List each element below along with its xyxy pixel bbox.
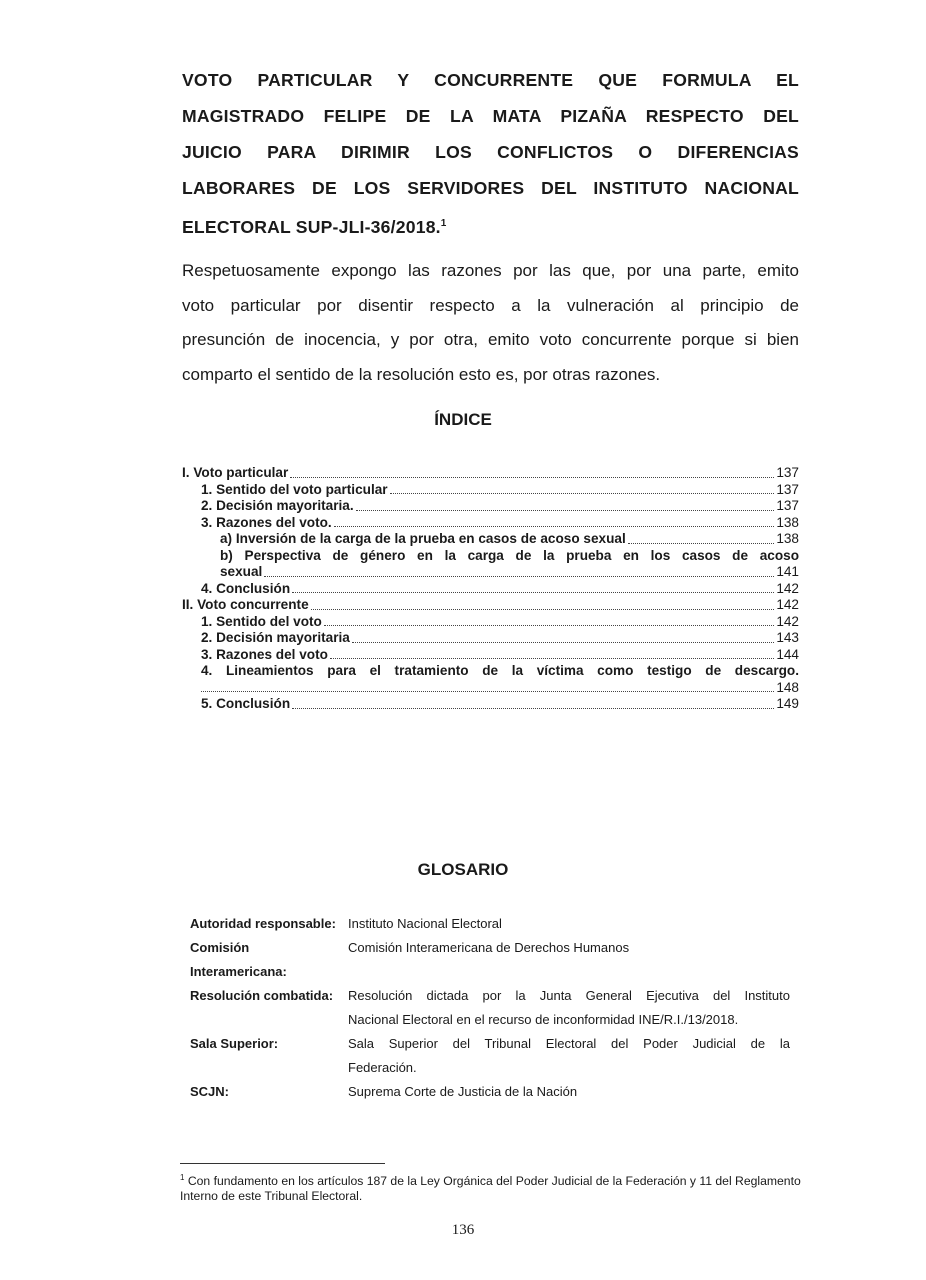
toc-entry[interactable] [182, 482, 799, 499]
glossary-term: Comisión Interamericana: [190, 940, 287, 979]
toc-leader [292, 708, 774, 709]
toc-entry-page: 137 [776, 498, 799, 513]
toc-entry-label: a) Inversión de la carga de la prueba en casos de acoso sexual [220, 531, 626, 546]
heading-line-text: ELECTORAL SUP-JLI-36/2018. [182, 216, 441, 237]
toc-leader [330, 658, 774, 659]
intro-line: voto particular por disentir respecto a la vulneración al principio de [182, 295, 799, 315]
heading-line: JUICIO PARA DIRIMIR LOS CONFLICTOS O DIFERENCIAS [182, 142, 799, 162]
heading-line: LABORARES DE LOS SERVIDORES DEL INSTITUTO NACIONAL [182, 178, 799, 198]
glossary-definition-line: Federación. [348, 1060, 417, 1075]
toc-entry-label: sexual [220, 564, 263, 579]
heading-line: MAGISTRADO FELIPE DE LA MATA PIZAÑA RESPECTO DEL [182, 106, 799, 126]
toc-entry[interactable] [182, 498, 799, 515]
toc-entry-page: 141 [776, 564, 799, 579]
toc-entry-page: 144 [776, 646, 799, 662]
toc-leader [290, 477, 774, 478]
toc-entry[interactable] [182, 663, 799, 696]
glossary-definition [348, 1080, 790, 1104]
toc-entry-label: 1. Sentido del voto [201, 613, 322, 629]
footnote [180, 1170, 802, 1204]
glossary-definition-line: Nacional Electoral en el recurso de inconformidad INE/R.I./13/2018. [348, 1012, 739, 1027]
heading-line [182, 206, 799, 245]
glossary-row [190, 912, 790, 936]
footnote-separator [180, 1163, 385, 1164]
toc-entry-page: 143 [776, 630, 799, 645]
toc-entry-page: 137 [776, 465, 799, 480]
toc-entry-label: 2. Decisión mayoritaria. [201, 498, 354, 513]
intro-line: Respetuosamente expongo las razones por las que, por una parte, emito [182, 261, 799, 280]
glossary-row [190, 936, 790, 984]
intro-line: comparto el sentido de la resolución esto es, por otras razones. [182, 364, 661, 384]
glossary-definition-line: Instituto Nacional Electoral [348, 916, 502, 931]
footnote-mark: 1 [180, 1173, 185, 1182]
glossary-definition [348, 936, 790, 984]
toc-leader [390, 493, 775, 494]
glossary-term: Autoridad responsable: [190, 916, 336, 931]
intro-paragraph [182, 254, 799, 392]
toc-entry-page: 138 [776, 514, 799, 530]
toc-entry[interactable] [182, 515, 799, 532]
toc-entry-label: 5. Conclusión [201, 696, 291, 711]
toc-entry-label: 1. Sentido del voto particular [201, 481, 388, 497]
glossary-term: Sala Superior: [190, 1036, 279, 1051]
glossary-row [190, 1080, 790, 1104]
toc-leader [628, 543, 775, 544]
toc-entry-label: I. Voto particular [182, 465, 289, 480]
toc-entry-page: 148 [776, 679, 799, 695]
toc-entry[interactable] [182, 614, 799, 631]
glossary-term: Resolución combatida: [190, 988, 334, 1003]
toc-entry-continuation [201, 680, 799, 697]
toc-entry-continuation [220, 564, 799, 581]
toc-entry[interactable] [182, 647, 799, 664]
footnote-text: Con fundamento en los artículos 187 de la Ley Orgánica del Poder Judicial de la Federación y 11 del Reglamento Interno de este Tribunal Electoral. [180, 1174, 801, 1204]
toc-entry-label: b) Perspectiva de género en la carga de la prueba en los casos de acoso [220, 547, 799, 563]
toc-leader [356, 510, 775, 511]
toc-entry-label: 3. Razones del voto [201, 646, 328, 662]
toc-entry-label: 3. Razones del voto. [201, 514, 332, 530]
toc-entry[interactable] [182, 581, 799, 598]
toc-entry-label: 4. Conclusión [201, 580, 291, 596]
toc-leader [292, 592, 774, 593]
toc-entry-page: 149 [776, 696, 799, 711]
toc-entry-page: 142 [776, 613, 799, 629]
glossary-definition-line: Sala Superior del Tribunal Electoral del Poder Judicial de la [348, 1036, 790, 1051]
toc-entry-label: 4. Lineamientos para el tratamiento de la víctima como testigo de descargo. [201, 663, 799, 678]
toc-leader [352, 642, 774, 643]
document-heading [182, 62, 799, 245]
footnote-reference[interactable]: 1 [440, 218, 447, 229]
toc-leader [201, 691, 774, 692]
toc-entry[interactable] [182, 630, 799, 647]
glossary-definition-line: Comisión Interamericana de Derechos Humanos [348, 940, 630, 955]
intro-line: presunción de inocencia, y por otra, emito voto concurrente porque si bien [182, 330, 799, 349]
index-title: ÍNDICE [434, 410, 492, 429]
toc-entry[interactable] [182, 465, 799, 482]
toc-entry[interactable] [182, 597, 799, 614]
toc-entry-page: 142 [776, 597, 799, 612]
toc-entry[interactable] [182, 548, 799, 581]
table-of-contents [182, 465, 799, 713]
toc-entry-label: II. Voto concurrente [182, 597, 309, 612]
glossary-term: SCJN: [190, 1084, 230, 1099]
toc-leader [334, 526, 775, 527]
toc-entry-label: 2. Decisión mayoritaria [201, 630, 350, 645]
page-number: 136 [451, 1222, 475, 1238]
toc-entry[interactable] [182, 696, 799, 713]
glossary-definition-line: Suprema Corte de Justicia de la Nación [348, 1084, 578, 1099]
glossary-row [190, 984, 790, 1032]
toc-entry-page: 142 [776, 580, 799, 596]
toc-entry[interactable] [182, 531, 799, 548]
toc-leader [264, 576, 774, 577]
glossary-definition-line: Resolución dictada por la Junta General Ejecutiva del Instituto [348, 988, 790, 1003]
toc-entry-page: 138 [776, 531, 799, 546]
glossary-table [190, 912, 790, 1104]
glossary-title: GLOSARIO [417, 860, 509, 879]
glossary-definition [348, 912, 790, 936]
glossary-definition [348, 1032, 790, 1080]
glossary-row [190, 1032, 790, 1080]
toc-leader [311, 609, 775, 610]
heading-line: VOTO PARTICULAR Y CONCURRENTE QUE FORMULA EL [182, 70, 799, 90]
toc-entry-page: 137 [776, 481, 799, 497]
toc-leader [324, 625, 774, 626]
glossary-definition [348, 984, 790, 1032]
